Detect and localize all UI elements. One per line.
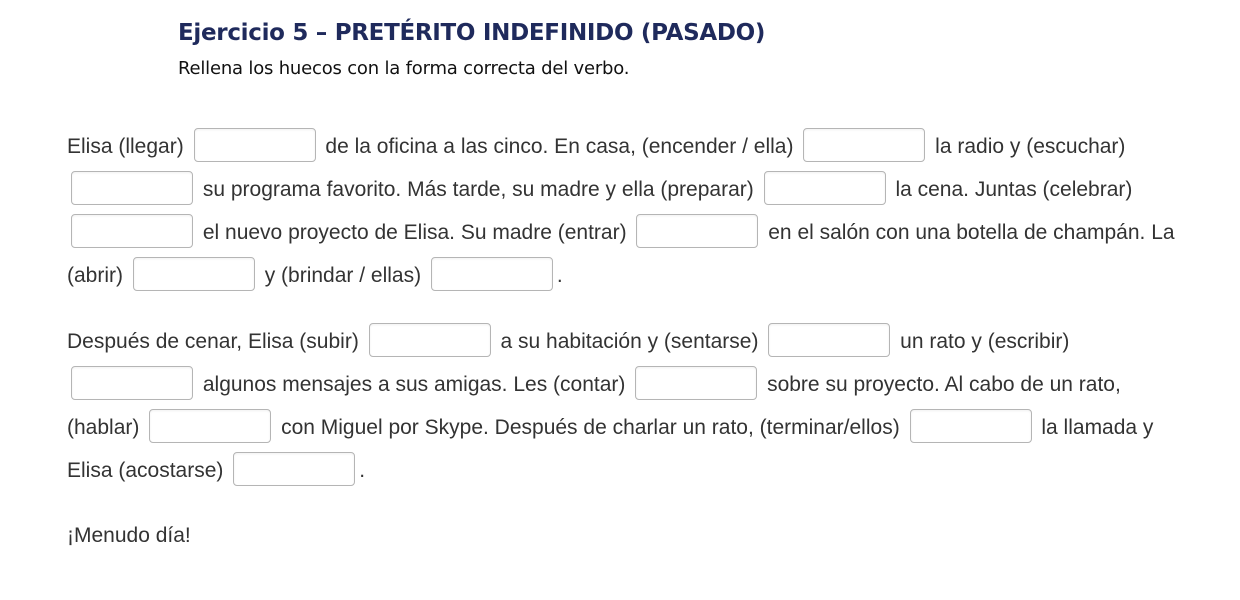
paragraph-2 xyxy=(67,320,1177,492)
blank-entrar[interactable] xyxy=(636,214,758,248)
text-segment: . xyxy=(556,264,563,287)
exercise-body xyxy=(67,125,1177,492)
text-segment: su programa favorito. Más tarde, su madre y ella (preparar) xyxy=(202,178,754,201)
exercise-header xyxy=(178,20,765,79)
text-segment: con Miguel por Skype. Después de charlar un rato, (terminar/ellos) xyxy=(281,416,900,439)
text-segment: Después de cenar, Elisa (subir) xyxy=(67,330,359,353)
text-segment: la radio y (escuchar) xyxy=(935,135,1126,158)
blank-escuchar[interactable] xyxy=(71,171,193,205)
text-segment: un rato y (escribir) xyxy=(900,330,1070,353)
blank-escribir[interactable] xyxy=(71,366,193,400)
blank-llegar[interactable] xyxy=(194,128,316,162)
blank-contar[interactable] xyxy=(635,366,757,400)
exercise-title: Ejercicio 5 – PRETÉRITO INDEFINIDO (PASADO) xyxy=(178,20,766,46)
blank-hablar[interactable] xyxy=(149,409,271,443)
text-segment: algunos mensajes a sus amigas. Les (contar) xyxy=(202,373,626,396)
blank-celebrar[interactable] xyxy=(71,214,193,248)
blank-terminar[interactable] xyxy=(910,409,1032,443)
blank-preparar[interactable] xyxy=(764,171,886,205)
blank-abrir[interactable] xyxy=(133,257,255,291)
text-segment: Elisa (llegar) xyxy=(67,135,184,158)
text-segment: en el salón con una botella de champán. La (abrir) xyxy=(67,221,1175,287)
paragraph-1 xyxy=(67,125,1177,297)
text-segment: a su habitación y (sentarse) xyxy=(500,330,759,353)
text-segment: . xyxy=(359,459,366,482)
closing-exclamation: ¡Menudo día! xyxy=(67,524,191,547)
text-segment: sobre su proyecto. Al cabo de un rato, (hablar) xyxy=(67,373,1121,439)
exercise-instruction: Rellena los huecos con la forma correcta del verbo. xyxy=(178,58,630,79)
text-segment: y (brindar / ellas) xyxy=(264,264,422,287)
blank-acostarse[interactable] xyxy=(233,452,355,486)
text-segment: la llamada y Elisa (acostarse) xyxy=(67,416,1154,482)
blank-subir[interactable] xyxy=(369,323,491,357)
blank-sentarse[interactable] xyxy=(768,323,890,357)
blank-brindar[interactable] xyxy=(431,257,553,291)
text-segment: la cena. Juntas (celebrar) xyxy=(895,178,1133,201)
text-segment: el nuevo proyecto de Elisa. Su madre (entrar) xyxy=(202,221,627,244)
blank-encender[interactable] xyxy=(803,128,925,162)
text-segment: de la oficina a las cinco. En casa, (encender / ella) xyxy=(325,135,794,158)
